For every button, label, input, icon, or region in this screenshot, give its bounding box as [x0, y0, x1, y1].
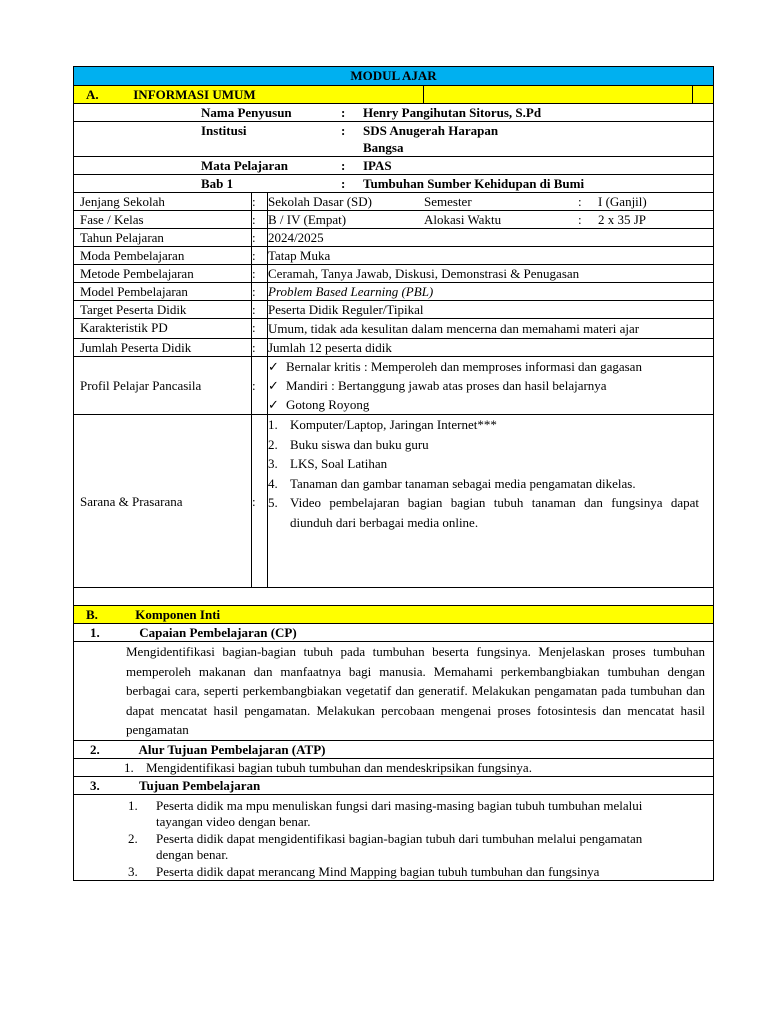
identity-value: Henry Pangihutan Sitorus, S.Pd: [363, 105, 542, 120]
tp-item: 2. Peserta didik dapat mengidentifikasi bagian-bagian tubuh dari tumbuhan melalui pengamatan dengan benar.: [128, 830, 643, 862]
modul-ajar-table: [73, 66, 714, 881]
cp-body: [74, 642, 714, 741]
profil-item: ✓ Mandiri : Bertanggung jawab atas proses dan hasil belajarnya: [268, 378, 607, 393]
sarana-item: 5. Video pembelajaran bagian bagian tubuh tanaman dan fungsinya dapat diunduh dari berbagai media online.: [268, 495, 700, 530]
info-value: Sekolah Dasar (SD): [268, 194, 372, 209]
identity-value: IPAS: [363, 158, 392, 173]
tp-label: Tujuan Pembelajaran: [139, 777, 261, 793]
section-a-header: [74, 86, 714, 104]
info-row-metode: [74, 265, 714, 283]
info-label: Target Peserta Didik: [74, 301, 252, 319]
sarana-item: 4. Tanaman dan gambar tanaman sebagai media pengamatan dikelas.: [268, 475, 636, 491]
info-label: Sarana & Prasarana: [74, 415, 252, 588]
atp-item: 1. Mengidentifikasi bagian tubuh tumbuhan dan mendeskripsikan fungsinya.: [124, 759, 532, 775]
atp-header: [74, 740, 714, 758]
identity-row-bab: [74, 175, 714, 193]
info-label: Moda Pembelajaran: [74, 247, 252, 265]
info-row-profil: [74, 357, 714, 415]
section-b-letter: B.: [86, 607, 98, 622]
identity-value: SDS Anugerah Harapan Bangsa: [363, 123, 499, 155]
identity-row-institusi: [74, 122, 714, 157]
info-row-fase: [74, 211, 714, 229]
section-b-label: Komponen Inti: [135, 607, 221, 622]
spacer-row: [74, 588, 714, 606]
sarana-item: 1. Komputer/Laptop, Jaringan Internet***: [268, 417, 497, 432]
profil-list: [268, 357, 699, 414]
tp-item: 3. Peserta didik dapat merancang Mind Mapping bagian tubuh tumbuhan dan fungsinya: [128, 863, 600, 879]
cp-num: 1.: [90, 625, 100, 640]
info-row-moda: [74, 247, 714, 265]
info-value: Jumlah 12 peserta didik: [268, 339, 714, 357]
info-sep: :: [578, 212, 582, 227]
cp-label: Capaian Pembelajaran (CP): [139, 625, 297, 640]
info-sep: :: [252, 301, 268, 319]
info-row-jumlah: [74, 339, 714, 357]
section-b-header: [74, 606, 714, 624]
atp-num: 2.: [90, 741, 100, 757]
info-label: Metode Pembelajaran: [74, 265, 252, 283]
info-sep: :: [252, 319, 268, 339]
info-label: Jumlah Peserta Didik: [74, 339, 252, 357]
modul-ajar-document: [73, 66, 713, 881]
info-sep: :: [252, 247, 268, 265]
info-value: Tatap Muka: [268, 247, 714, 265]
info-value: Problem Based Learning (PBL): [268, 283, 714, 301]
info-row-karakteristik: [74, 319, 714, 339]
info-label: Karakteristik PD: [74, 319, 252, 339]
cp-text: Mengidentifikasi bagian-bagian tubuh pada tumbuhan beserta fungsinya. Menjelaskan proses tumbuhan memperoleh makanan dan manfaatnya bagi manusia. Memahami perkembangbiakan tumbuhan dengan berbagai cara, seperti perkembangbiakan vegetatif dan generatif. Melakukan pengamatan pada tumbuhan dan dapat mencatat hasil pengamatan. Melakukan percobaan mengenai proses fotosintesis dan mencatat hasil pengamatan: [74, 642, 714, 741]
cp-header: [74, 624, 714, 642]
info-label: Fase / Kelas: [74, 211, 252, 229]
info-sep: :: [578, 194, 582, 209]
info-label-alokasi: Alokasi Waktu: [424, 212, 502, 227]
info-row-sarana: [74, 415, 714, 588]
tp-item: 1. Peserta didik ma mpu menuliskan fungsi dari masing-masing bagian tubuh tumbuhan melalui tayangan video dengan benar.: [128, 797, 643, 829]
section-a-label: INFORMASI UMUM: [133, 87, 256, 102]
tp-num: 3.: [90, 777, 100, 793]
info-sep: :: [252, 265, 268, 283]
info-row-tahun: [74, 229, 714, 247]
tp-header: [74, 776, 714, 794]
section-a-letter: A.: [86, 87, 99, 102]
info-label: Tahun Pelajaran: [74, 229, 252, 247]
info-sep: :: [252, 229, 268, 247]
info-sep: :: [252, 357, 268, 415]
info-sep: :: [252, 193, 268, 211]
identity-row-mapel: [74, 157, 714, 175]
info-value: 2024/2025: [268, 229, 714, 247]
check-icon: ✓: [268, 397, 279, 412]
info-sep: :: [252, 339, 268, 357]
check-icon: ✓: [268, 378, 279, 393]
info-label-semester: Semester: [424, 194, 472, 209]
identity-key: Mata Pelajaran: [201, 158, 289, 173]
atp-list: [124, 759, 707, 776]
tp-body: [74, 794, 714, 881]
info-row-model: [74, 283, 714, 301]
atp-label: Alur Tujuan Pembelajaran (ATP): [138, 741, 326, 757]
check-icon: ✓: [268, 359, 279, 374]
sarana-item: 2. Buku siswa dan buku guru: [268, 436, 429, 452]
identity-value: Tumbuhan Sumber Kehidupan di Bumi: [363, 176, 585, 191]
identity-key: Institusi: [201, 123, 247, 138]
identity-row-penyusun: [74, 104, 714, 122]
info-sep: :: [252, 211, 268, 229]
info-sep: :: [252, 283, 268, 301]
identity-key: Bab 1: [201, 176, 234, 191]
info-value: Ceramah, Tanya Jawab, Diskusi, Demonstrasi & Penugasan: [268, 265, 714, 283]
info-label: Profil Pelajar Pancasila: [74, 357, 252, 415]
identity-sep: :: [341, 176, 346, 191]
identity-sep: :: [341, 105, 346, 120]
info-sep: :: [252, 415, 268, 588]
info-value-semester: I (Ganjil): [598, 194, 647, 209]
profil-item: ✓ Bernalar kritis : Memperoleh dan memproses informasi dan gagasan: [268, 359, 642, 374]
info-value: Peserta Didik Reguler/Tipikal: [268, 301, 714, 319]
identity-sep: :: [341, 123, 346, 138]
atp-body: [74, 758, 714, 776]
info-value: Umum, tidak ada kesulitan dalam mencerna dan memahami materi ajar: [268, 319, 714, 339]
sarana-item: 3. LKS, Soal Latihan: [268, 456, 388, 471]
tp-list: [128, 798, 643, 881]
info-label: Jenjang Sekolah: [74, 193, 252, 211]
identity-key: Nama Penyusun: [201, 105, 292, 120]
info-row-target: [74, 301, 714, 319]
info-row-jenjang: [74, 193, 714, 211]
info-value: B / IV (Empat): [268, 212, 347, 227]
document-title: MODUL AJAR: [74, 67, 714, 86]
sarana-list: [268, 415, 699, 532]
info-label: Model Pembelajaran: [74, 283, 252, 301]
identity-sep: :: [341, 158, 346, 173]
profil-item: ✓ Gotong Royong: [268, 397, 370, 412]
info-value-alokasi: 2 x 35 JP: [598, 212, 647, 227]
